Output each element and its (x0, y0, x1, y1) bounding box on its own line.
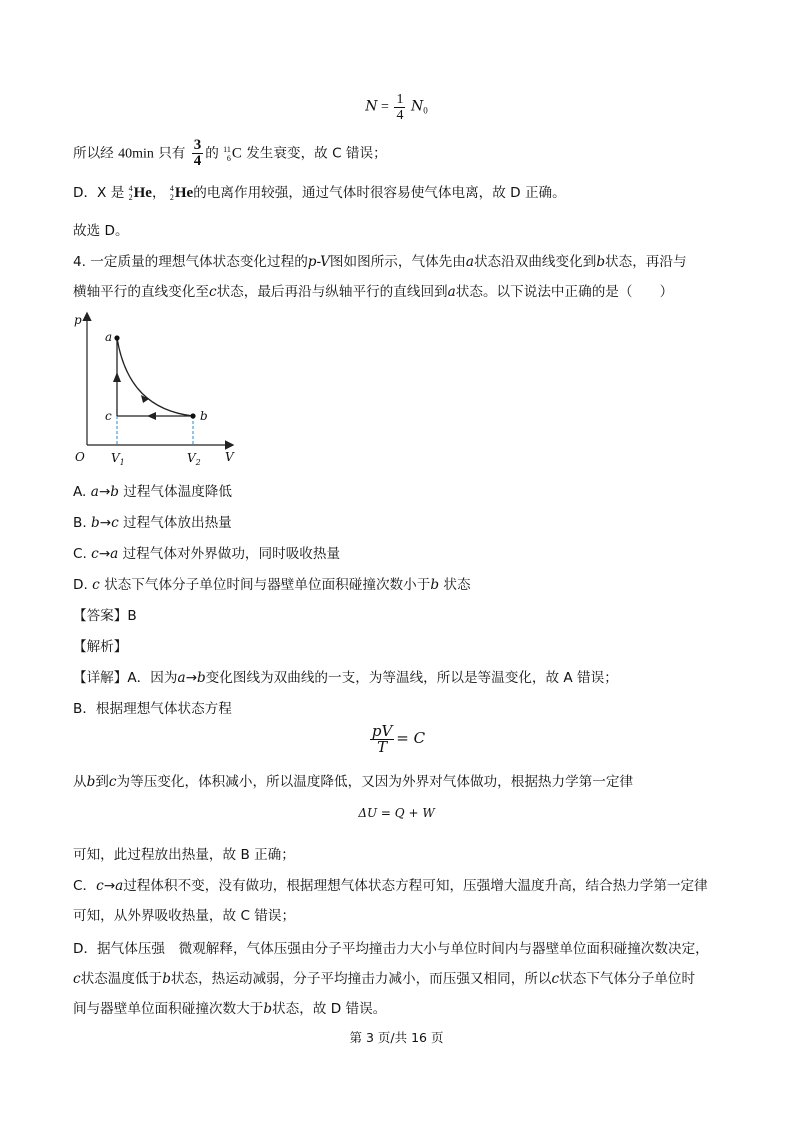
var: c (92, 577, 100, 593)
label-c: c (105, 409, 112, 423)
var: b (430, 577, 440, 593)
var: b (196, 670, 206, 686)
text: 【详解】A．因为 (73, 670, 178, 686)
option-prefix: B. (73, 515, 91, 531)
var: b (263, 1001, 273, 1017)
mass-number: 4 (169, 184, 174, 193)
var: a (177, 670, 186, 686)
var-a: a (465, 254, 474, 270)
var: a (115, 878, 124, 894)
arrow: → (103, 878, 116, 894)
var: b (162, 971, 171, 987)
answer (73, 606, 137, 626)
arrow: → (98, 484, 111, 500)
answer-value: B (127, 608, 137, 624)
equation-rhs: = C (396, 728, 426, 747)
nuclide-notation (170, 184, 174, 202)
arrow: → (99, 515, 112, 531)
element-symbol: He (133, 185, 152, 201)
detail-b: B．根据理想气体状态方程 (73, 701, 232, 717)
option-text: 过程气体温度降低 (118, 484, 232, 500)
label-v1: $V_1$ (111, 451, 125, 467)
arrow: → (98, 546, 111, 562)
option-c (73, 544, 340, 564)
arrow-b-to-c (147, 412, 156, 420)
var: c (73, 971, 81, 987)
detail-d-1: D．据气体压强 微观解释，气体压强由分子平均撞击力大小与单位时间内与器壁单位面积碰撞次数决定， (73, 941, 709, 957)
pv-diagram (70, 308, 245, 468)
pv-symbol: p-V (307, 254, 330, 270)
text: 只有 (158, 145, 186, 162)
mass-number: 4 (128, 184, 133, 193)
option-prefix: D. (73, 577, 93, 593)
text: 横轴平行的直线变化至 (73, 284, 209, 300)
atomic-number: 6 (226, 153, 231, 163)
analysis-label: 【解析】 (73, 639, 128, 655)
formula-rhs-subscript: 0 (423, 105, 428, 116)
option-b (73, 513, 232, 533)
mass-number: 11 (223, 144, 231, 154)
option-text: 状态 (439, 577, 471, 593)
var: c (96, 878, 104, 894)
formula-fraction (394, 92, 405, 123)
arrow: → (185, 670, 197, 686)
option-text: 过程气体放出热量 (118, 515, 232, 531)
answer-label: 【答案】 (73, 608, 128, 624)
detail-b-3: 可知，此过程放出热量，故 B 正确； (73, 847, 295, 863)
fraction-numerator: 3 (193, 137, 202, 153)
element-symbol: C (231, 145, 242, 162)
text: ， (151, 185, 166, 201)
text: C． (73, 878, 97, 894)
page-footer: 第 3 页/共 16 页 (349, 1030, 444, 1045)
detail-c-2: 可知，从外界吸收热量，故 C 错误； (73, 908, 296, 924)
time-value: 40min (118, 146, 154, 162)
fraction-denominator: 4 (396, 108, 404, 123)
detail-d-2 (73, 969, 695, 989)
element-symbol: He (174, 185, 194, 201)
line-d-statement (73, 183, 566, 203)
atomic-number: 2 (169, 193, 174, 202)
p-axis-label: p (74, 313, 82, 327)
curve-a-to-b (117, 338, 193, 416)
text: 状态沿双曲线变化到 (473, 254, 597, 270)
fraction-numerator: 1 (396, 92, 404, 107)
option-text: 过程气体对外界做功，同时吸收热量 (118, 546, 341, 562)
fraction-denominator: T (377, 738, 388, 756)
text: 为等压变化，体积减小，所以温度降低，又因为外界对气体做功，根据热力学第一定律 (116, 774, 634, 790)
text: 状态温度低于 (80, 971, 163, 987)
var: b (90, 515, 100, 531)
var-c: c (208, 284, 217, 300)
text: 到 (95, 774, 109, 790)
fraction-numerator: pV (371, 722, 393, 740)
var: b (110, 484, 119, 500)
text: 状态，最后再沿与纵轴平行的直线回到 (216, 284, 448, 300)
var: a (90, 484, 99, 500)
line-c-conclusion (73, 138, 387, 169)
text: 状态下气体分子单位时 (559, 971, 696, 987)
var: c (111, 515, 119, 531)
text: 的 (205, 145, 219, 162)
question-line-2 (73, 282, 673, 302)
ideal-gas-equation (0, 724, 793, 755)
option-prefix: C. (73, 546, 92, 562)
label-b: b (200, 409, 208, 423)
text: 4. 一定质量的理想气体状态变化过程的 (73, 254, 308, 270)
fraction-three-quarters (192, 138, 204, 169)
label-v2: $V_2$ (187, 451, 201, 467)
option-prefix: A. (73, 484, 91, 500)
text: 状态，热运动减弱，分子平均撞击力减小，而压强又相同，所以 (170, 971, 552, 987)
nuclide-notation (223, 145, 231, 163)
origin-label: O (75, 450, 85, 464)
text: 状态。以下说法中正确的是（ ） (455, 284, 674, 300)
var: a (110, 546, 119, 562)
atomic-number: 2 (128, 193, 133, 202)
detail-b-2 (73, 772, 633, 792)
point-b (190, 413, 195, 418)
question-line-1 (73, 252, 687, 272)
option-d (73, 575, 471, 595)
text: 图如图所示，气体先由 (329, 254, 466, 270)
detail-d-3 (73, 999, 386, 1019)
detail-a (73, 668, 618, 688)
var: b (86, 774, 96, 790)
text: 状态，再沿与 (605, 254, 687, 270)
var: c (91, 546, 99, 562)
formula-eq: = (381, 99, 389, 115)
var-a: a (447, 284, 456, 300)
option-text: 状态下气体分子单位时间与器壁单位面积碰撞次数小于 (99, 577, 431, 593)
nuclide-notation (129, 184, 133, 202)
equation-fraction (370, 724, 394, 755)
arrow-c-to-a (113, 372, 121, 382)
text: 状态，故 D 错误。 (272, 1001, 387, 1017)
first-law-equation: ΔU = Q + W (358, 806, 435, 820)
var-b: b (596, 254, 606, 270)
text: D．X 是 (73, 185, 125, 201)
var: c (551, 971, 560, 987)
point-a (114, 335, 119, 340)
formula-n-quarter (0, 92, 793, 123)
text: 发生衰变，故 C 错误； (246, 145, 387, 162)
option-a (73, 482, 232, 502)
text: 从 (73, 774, 87, 790)
text: 的电离作用较强，通过气体时很容易使气体电离，故 D 正确。 (193, 185, 566, 201)
text: 变化图线为双曲线的一支，为等温线，所以是等温变化，故 A 错误； (205, 670, 618, 686)
formula-lhs: N (365, 98, 378, 115)
formula-rhs: N (410, 98, 424, 115)
fraction-denominator: 4 (193, 153, 202, 169)
detail-c-1 (73, 876, 708, 896)
choose-d: 故选 D。 (73, 223, 129, 239)
text: 间与器壁单位面积碰撞次数大于 (73, 1001, 264, 1017)
text: 所以经 (73, 145, 114, 162)
var: c (108, 774, 117, 790)
text: 过程体积不变，没有做功，根据理想气体状态方程可知，压强增大温度升高，结合热力学第一定律 (123, 878, 708, 894)
label-a: a (105, 330, 113, 344)
v-axis-label: V (225, 450, 234, 464)
